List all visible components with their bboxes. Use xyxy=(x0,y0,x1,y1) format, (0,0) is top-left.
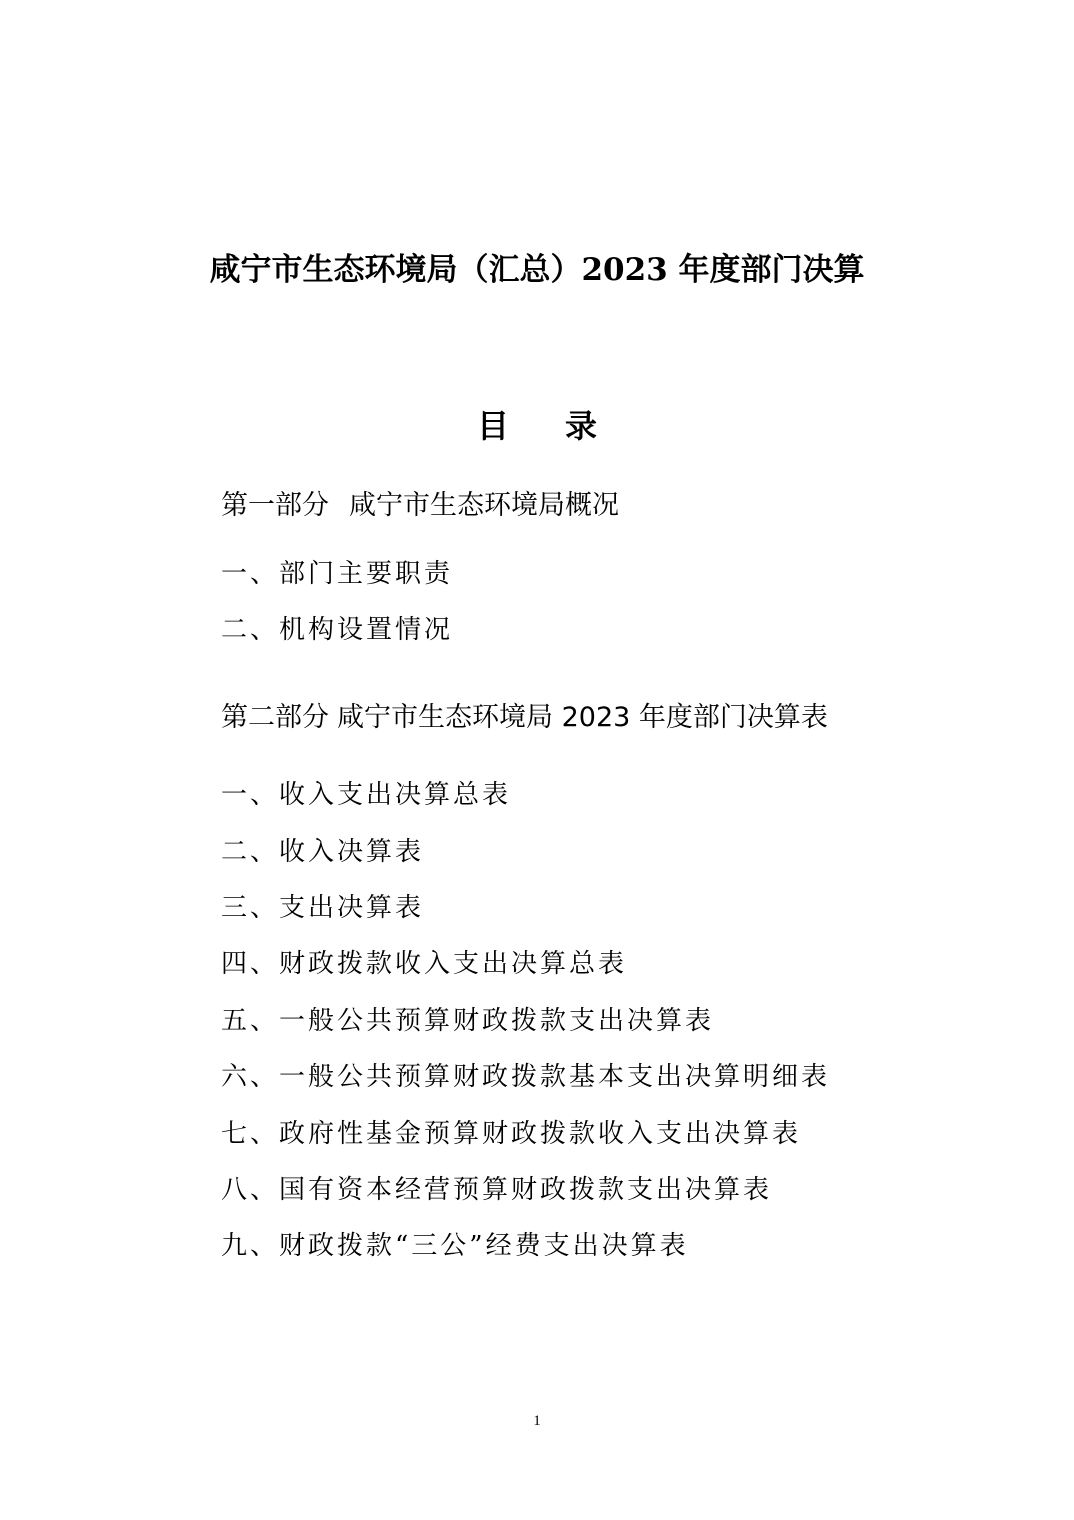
toc-item: 六、一般公共预算财政拨款基本支出决算明细表 xyxy=(221,1062,831,1092)
page-number: 1 xyxy=(533,1413,541,1429)
toc-item: 二、机构设置情况 xyxy=(221,615,454,645)
toc-item: 一、部门主要职责 xyxy=(221,559,454,589)
toc-item: 七、政府性基金预算财政拨款收入支出决算表 xyxy=(221,1119,802,1149)
part2-heading xyxy=(221,700,828,736)
toc-item: 四、财政拨款收入支出决算总表 xyxy=(221,949,628,979)
toc-item: 八、国有资本经营预算财政拨款支出决算表 xyxy=(221,1175,773,1205)
part2-title: 咸宁市生态环境局 2023 年度部门决算表 xyxy=(337,702,828,733)
part1-heading xyxy=(221,488,619,524)
toc-item: 二、收入决算表 xyxy=(221,837,425,867)
part2-label: 第二部分 xyxy=(221,702,329,733)
toc-heading: 目录 xyxy=(476,407,653,445)
toc-item: 一、收入支出决算总表 xyxy=(221,780,512,810)
document-title: 咸宁市生态环境局（汇总）2023 年度部门决算 xyxy=(209,252,865,288)
toc-item: 三、支出决算表 xyxy=(221,893,425,923)
toc-item: 九、财政拨款“三公”经费支出决算表 xyxy=(221,1231,689,1261)
toc-item: 五、一般公共预算财政拨款支出决算表 xyxy=(221,1006,715,1036)
part1-label: 第一部分 xyxy=(221,490,329,521)
part1-title: 咸宁市生态环境局概况 xyxy=(349,490,619,521)
